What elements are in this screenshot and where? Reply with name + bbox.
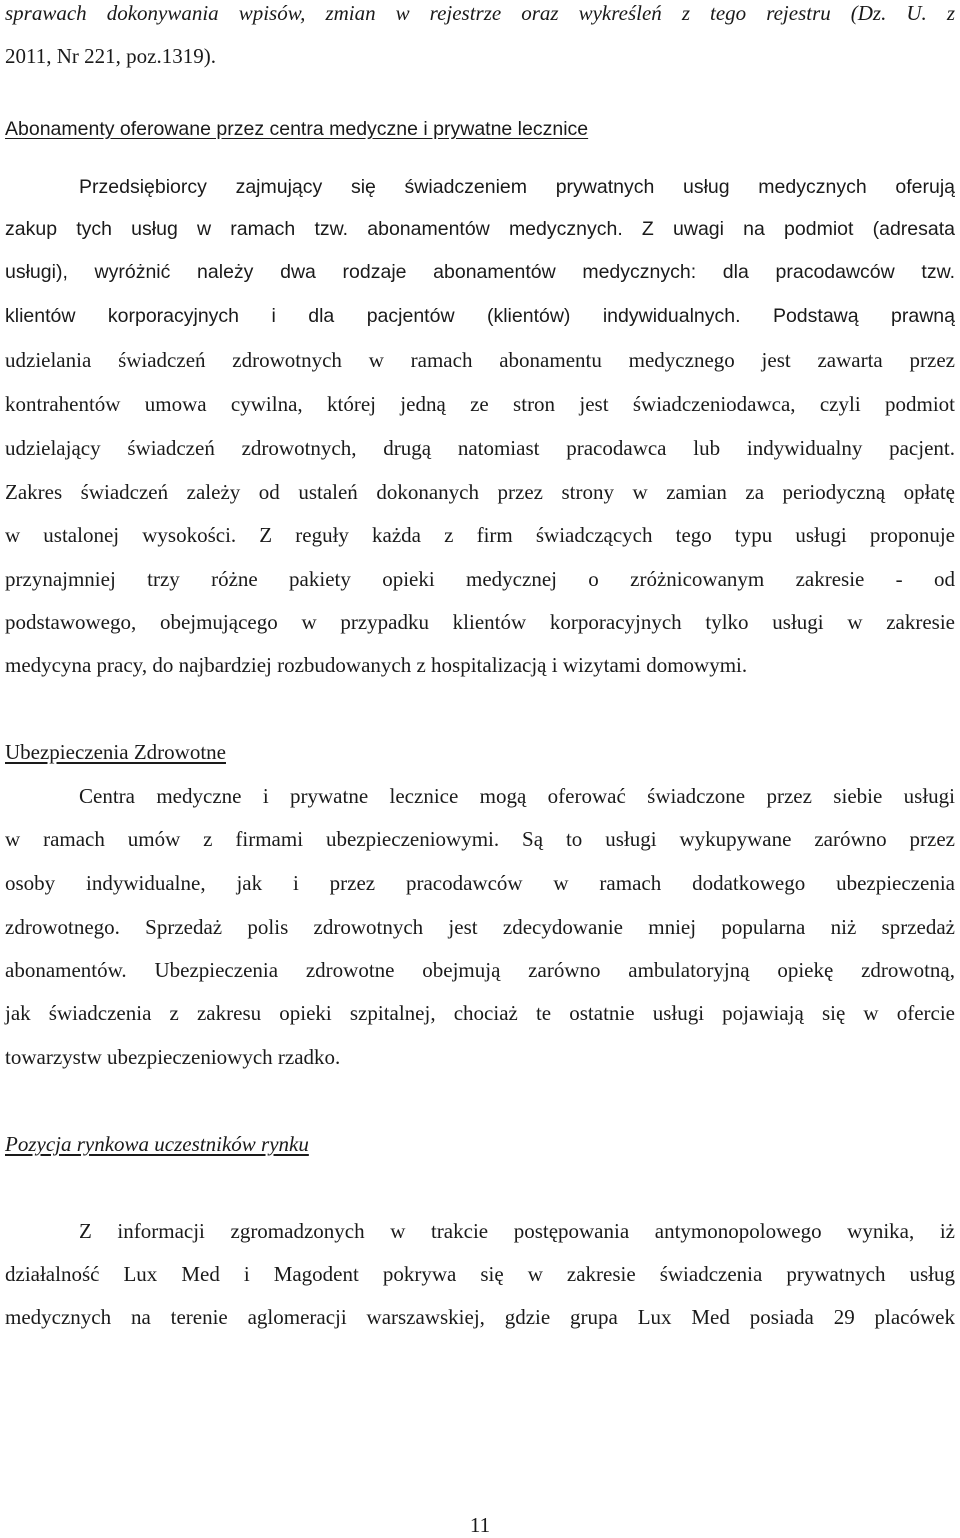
body-text-line: działalność Lux Med i Magodent pokrywa się w zakresie świadczenia prywatnych usług	[5, 1262, 955, 1286]
body-text-line: w ramach umów z firmami ubezpieczeniowymi. Są to usługi wykupywane zarówno przez	[5, 827, 955, 851]
body-text-line: przynajmniej trzy różne pakiety opieki medycznej o zróżnicowanym zakresie - od	[5, 567, 955, 591]
body-text-line: zakup tych usług w ramach tzw. abonamentów medycznych. Z uwagi na podmiot (adresata	[5, 218, 955, 240]
body-text-line: usługi), wyróżnić należy dwa rodzaje abonamentów medycznych: dla pracodawców tzw.	[5, 261, 955, 283]
body-text-line: abonamentów. Ubezpieczenia zdrowotne obejmują zarówno ambulatoryjną opiekę zdrowotną,	[5, 958, 955, 982]
body-text-line: sprawach dokonywania wpisów, zmian w rejestrze oraz wykreśleń z tego rejestru (Dz. U. z	[5, 1, 955, 25]
body-text-line: osoby indywidualne, jak i przez pracodawców w ramach dodatkowego ubezpieczenia	[5, 871, 955, 895]
body-text-line: podstawowego, obejmującego w przypadku klientów korporacyjnych tylko usługi w zakresie	[5, 610, 955, 634]
body-text-line: udzielający świadczeń zdrowotnych, drugą natomiast pracodawca lub indywidualny pacjent.	[5, 436, 955, 460]
body-text-line: 2011, Nr 221, poz.1319).	[5, 44, 216, 68]
body-text-line: Centra medyczne i prywatne lecznice mogą oferować świadczone przez siebie usługi	[79, 784, 955, 808]
section-heading-ubezpieczenia: Ubezpieczenia Zdrowotne	[5, 740, 226, 764]
body-text-line: jak świadczenia z zakresu opieki szpitalnej, chociaż te ostatnie usługi pojawiają się w ofercie	[5, 1001, 955, 1025]
body-text-line: towarzystw ubezpieczeniowych rzadko.	[5, 1045, 341, 1069]
body-text-line: zdrowotnego. Sprzedaż polis zdrowotnych jest zdecydowanie mniej popularna niż sprzedaż	[5, 915, 955, 939]
body-text-line: Zakres świadczeń zależy od ustaleń dokonanych przez strony w zamian za periodyczną opłatę	[5, 480, 955, 504]
body-text-line: w ustalonej wysokości. Z reguły każda z firm świadczących tego typu usługi proponuje	[5, 523, 955, 547]
body-text-line: Przedsiębiorcy zajmujący się świadczeniem prywatnych usług medycznych oferują	[79, 176, 955, 198]
section-heading-pozycja-rynkowa: Pozycja rynkowa uczestników rynku	[5, 1132, 309, 1156]
body-text-line: udzielania świadczeń zdrowotnych w ramach abonamentu medycznego jest zawarta przez	[5, 348, 955, 372]
body-text-line: kontrahentów umowa cywilna, której jedną ze stron jest świadczeniodawca, czyli podmiot	[5, 392, 955, 416]
page-number: 11	[469, 1513, 491, 1537]
body-text-line: klientów korporacyjnych i dla pacjentów (klientów) indywidualnych. Podstawą prawną	[5, 305, 955, 327]
body-text-line: medycyna pracy, do najbardziej rozbudowanych z hospitalizacją i wizytami domowymi.	[5, 653, 748, 677]
section-heading-abonamenty: Abonamenty oferowane przez centra medyczne i prywatne lecznice	[5, 118, 589, 140]
body-text-line: medycznych na terenie aglomeracji warszawskiej, gdzie grupa Lux Med posiada 29 placówek	[5, 1305, 955, 1329]
body-text-line: Z informacji zgromadzonych w trakcie postępowania antymonopolowego wynika, iż	[79, 1219, 955, 1243]
